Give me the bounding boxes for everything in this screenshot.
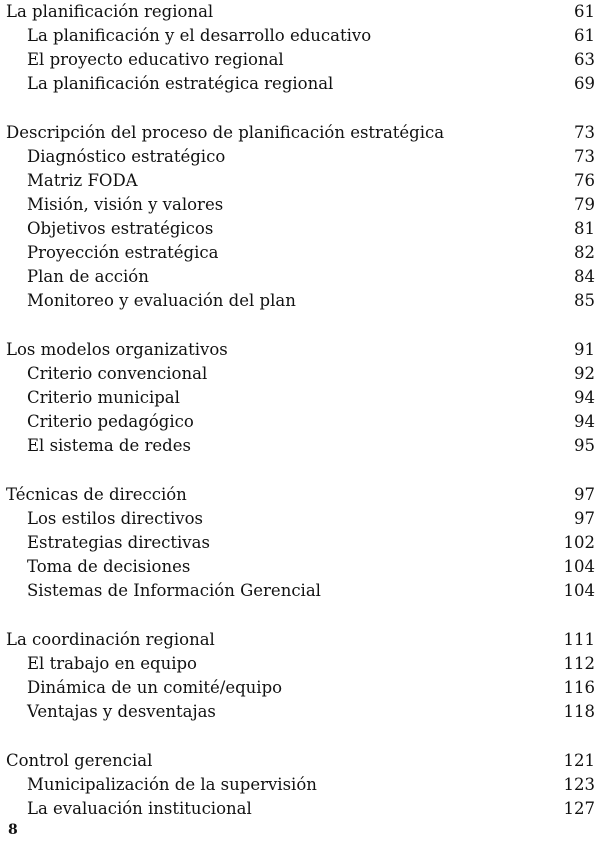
toc-entry[interactable] <box>0 265 600 289</box>
toc-entry-title: La planificación regional <box>6 2 214 21</box>
toc-entry[interactable] <box>0 652 600 676</box>
toc-entry-page: 61 <box>574 26 595 45</box>
toc-entry-title: El proyecto educativo regional <box>27 50 284 69</box>
toc-section <box>0 338 600 458</box>
toc-section <box>0 0 600 96</box>
toc-entry-title: La planificación estratégica regional <box>27 74 334 93</box>
toc-entry-page: 94 <box>574 412 595 431</box>
toc-entry[interactable] <box>0 289 600 313</box>
toc-entry-page: 116 <box>563 678 595 697</box>
toc-entry-page: 73 <box>574 123 595 142</box>
toc-entry-page: 112 <box>563 654 595 673</box>
toc-entry-title: La evaluación institucional <box>27 799 252 818</box>
toc-entry[interactable] <box>0 193 600 217</box>
toc-entry[interactable] <box>0 531 600 555</box>
toc-entry-title: Control gerencial <box>6 751 153 770</box>
toc-entry-title: Matriz FODA <box>27 171 138 190</box>
toc-chapter-heading[interactable] <box>0 121 600 145</box>
toc-entry[interactable] <box>0 410 600 434</box>
toc-entry-title: Los modelos organizativos <box>6 340 228 359</box>
toc-chapter-heading[interactable] <box>0 0 600 24</box>
toc-entry-title: Descripción del proceso de planificación estratégica <box>6 123 445 142</box>
toc-entry-title: Misión, visión y valores <box>27 195 224 214</box>
toc-entry-title: Monitoreo y evaluación del plan <box>27 291 296 310</box>
toc-entry[interactable] <box>0 48 600 72</box>
toc-chapter-heading[interactable] <box>0 628 600 652</box>
toc-entry[interactable] <box>0 434 600 458</box>
toc-entry[interactable] <box>0 24 600 48</box>
toc-entry-page: 95 <box>574 436 595 455</box>
toc-entry-title: Sistemas de Información Gerencial <box>27 581 321 600</box>
toc-entry-page: 118 <box>563 702 595 721</box>
toc-entry[interactable] <box>0 386 600 410</box>
toc-entry-page: 123 <box>563 775 595 794</box>
toc-entry[interactable] <box>0 555 600 579</box>
toc-entry[interactable] <box>0 579 600 603</box>
toc-chapter-heading[interactable] <box>0 483 600 507</box>
toc-entry-title: Criterio convencional <box>27 364 208 383</box>
toc-entry-title: La coordinación regional <box>6 630 215 649</box>
toc-entry-title: La planificación y el desarrollo educativo <box>27 26 372 45</box>
toc-entry[interactable] <box>0 797 600 821</box>
toc-entry-page: 104 <box>563 557 595 576</box>
toc-entry-title: Municipalización de la supervisión <box>27 775 317 794</box>
toc-entry-title: Proyección estratégica <box>27 243 219 262</box>
toc-entry-page: 69 <box>574 74 595 93</box>
toc-entry[interactable] <box>0 169 600 193</box>
toc-entry-page: 82 <box>574 243 595 262</box>
toc-entry-page: 79 <box>574 195 595 214</box>
toc-entry-title: Criterio pedagógico <box>27 412 194 431</box>
toc-entry[interactable] <box>0 507 600 531</box>
toc-entry-page: 63 <box>574 50 595 69</box>
toc-entry-page: 85 <box>574 291 595 310</box>
page-number: 8 <box>8 822 18 838</box>
toc-entry-page: 73 <box>574 147 595 166</box>
toc-entry-page: 97 <box>574 509 595 528</box>
toc-entry[interactable] <box>0 362 600 386</box>
toc-entry[interactable] <box>0 773 600 797</box>
toc-entry-page: 91 <box>574 340 595 359</box>
toc-entry-title: Los estilos directivos <box>27 509 204 528</box>
toc-entry-page: 97 <box>574 485 595 504</box>
toc-entry-page: 84 <box>574 267 595 286</box>
toc-section <box>0 121 600 313</box>
toc-entry[interactable] <box>0 72 600 96</box>
toc-entry[interactable] <box>0 700 600 724</box>
toc-entry[interactable] <box>0 145 600 169</box>
toc-entry-title: Estrategias directivas <box>27 533 210 552</box>
toc-chapter-heading[interactable] <box>0 338 600 362</box>
toc-section <box>0 749 600 821</box>
toc-section <box>0 483 600 603</box>
toc-entry-page: 104 <box>563 581 595 600</box>
toc-entry-page: 76 <box>574 171 595 190</box>
toc-entry-title: Plan de acción <box>27 267 149 286</box>
toc-entry-page: 127 <box>563 799 595 818</box>
toc-entry[interactable] <box>0 676 600 700</box>
toc-entry-title: El sistema de redes <box>27 436 191 455</box>
toc-entry-title: Toma de decisiones <box>27 557 191 576</box>
toc-entry-title: Técnicas de dirección <box>6 485 187 504</box>
toc-entry-title: Dinámica de un comité/equipo <box>27 678 283 697</box>
toc-entry[interactable] <box>0 217 600 241</box>
toc-entry-title: Criterio municipal <box>27 388 180 407</box>
toc-entry-title: Ventajas y desventajas <box>27 702 216 721</box>
toc-entry-title: Diagnóstico estratégico <box>27 147 226 166</box>
toc-entry-page: 61 <box>574 2 595 21</box>
toc-entry-page: 121 <box>563 751 595 770</box>
toc-entry-page: 111 <box>563 630 595 649</box>
toc-section <box>0 628 600 724</box>
toc-entry-title: El trabajo en equipo <box>27 654 197 673</box>
toc-entry-page: 102 <box>563 533 595 552</box>
toc-entry-page: 94 <box>574 388 595 407</box>
toc-chapter-heading[interactable] <box>0 749 600 773</box>
toc-entry-page: 92 <box>574 364 595 383</box>
toc-entry[interactable] <box>0 241 600 265</box>
toc-entry-page: 81 <box>574 219 595 238</box>
toc-entry-title: Objetivos estratégicos <box>27 219 214 238</box>
